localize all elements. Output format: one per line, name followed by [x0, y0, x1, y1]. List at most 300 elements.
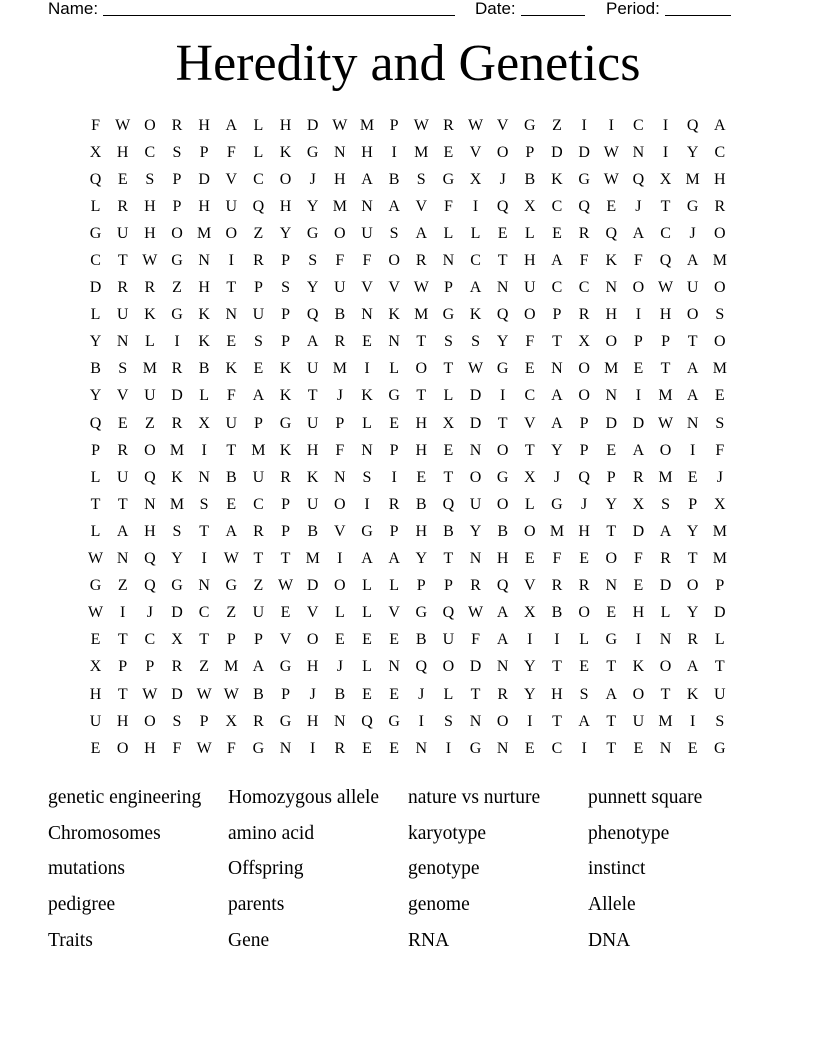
grid-letter: O: [334, 577, 346, 595]
grid-letter: G: [279, 414, 292, 432]
grid-letter: T: [443, 360, 454, 378]
grid-letter: O: [578, 360, 590, 378]
grid-letter: G: [171, 306, 183, 324]
grid-letter: L: [199, 387, 210, 405]
grid-letter: C: [90, 252, 101, 270]
grid-letter: N: [334, 712, 346, 730]
grid-letter: T: [660, 685, 671, 703]
grid-letter: T: [199, 631, 210, 649]
grid-letter: P: [281, 333, 290, 351]
grid-letter: R: [144, 279, 156, 297]
grid-letter: H: [496, 550, 509, 568]
grid-row: [82, 491, 734, 518]
grid-letter: I: [500, 387, 506, 405]
grid-letter: I: [662, 143, 669, 161]
grid-letter: P: [606, 468, 616, 486]
grid-letter: D: [469, 658, 482, 676]
grid-letter: L: [362, 604, 372, 622]
grid-letter: M: [414, 306, 429, 324]
grid-letter: T: [606, 658, 617, 676]
grid-letter: N: [496, 739, 509, 757]
grid-letter: L: [714, 631, 725, 649]
grid-letter: G: [252, 739, 265, 757]
grid-letter: D: [659, 577, 672, 595]
grid-letter: Y: [89, 333, 102, 351]
grid-letter: U: [361, 224, 373, 242]
word-bank-item: genome: [408, 894, 470, 916]
grid-letter: F: [91, 116, 101, 134]
grid-letter: S: [471, 333, 480, 351]
grid-letter: N: [469, 550, 482, 568]
grid-letter: D: [89, 279, 102, 297]
grid-letter: M: [142, 360, 157, 378]
grid-letter: J: [146, 604, 153, 622]
grid-letter: E: [334, 631, 345, 649]
grid-letter: L: [443, 387, 454, 405]
grid-letter: U: [632, 712, 645, 730]
grid-letter: P: [389, 441, 399, 459]
grid-letter: S: [715, 712, 725, 730]
grid-letter: E: [687, 468, 698, 486]
grid-row: [82, 654, 734, 681]
grid-letter: M: [685, 170, 700, 188]
grid-letter: E: [362, 631, 372, 649]
grid-letter: I: [662, 116, 669, 134]
grid-row: [82, 708, 734, 735]
grid-letter: R: [714, 197, 726, 215]
grid-letter: L: [443, 224, 454, 242]
word-bank-item: Homozygous allele: [228, 786, 380, 808]
word-bank-item: instinct: [588, 858, 646, 880]
grid-letter: O: [306, 631, 319, 649]
grid-letter: Q: [89, 170, 102, 188]
grid-letter: G: [442, 306, 455, 324]
grid-letter: F: [633, 252, 643, 270]
grid-row: [82, 112, 734, 139]
period-field: [606, 0, 731, 17]
grid-letter: O: [442, 658, 455, 676]
grid-letter: O: [686, 306, 699, 324]
period-blank-line: [665, 0, 731, 16]
grid-letter: T: [280, 550, 291, 568]
grid-letter: A: [306, 333, 319, 351]
grid-letter: E: [552, 224, 562, 242]
grid-letter: K: [279, 441, 292, 459]
word-bank-item: genotype: [408, 858, 480, 880]
grid-letter: L: [660, 604, 671, 622]
grid-letter: T: [117, 252, 128, 270]
grid-letter: E: [253, 360, 264, 378]
grid-letter: G: [279, 658, 292, 676]
grid-letter: F: [226, 143, 236, 161]
grid-letter: O: [714, 333, 726, 351]
grid-letter: H: [659, 306, 672, 324]
page-title: Heredity and Genetics: [175, 35, 641, 92]
grid-letter: T: [443, 468, 454, 486]
grid-letter: C: [551, 739, 563, 757]
grid-letter: U: [306, 495, 319, 513]
grid-letter: N: [198, 577, 210, 595]
grid-letter: O: [714, 279, 726, 297]
grid-letter: U: [524, 279, 536, 297]
grid-letter: I: [554, 631, 560, 649]
grid-letter: I: [391, 468, 397, 486]
grid-letter: S: [281, 279, 290, 297]
grid-letter: Z: [172, 279, 182, 297]
grid-letter: H: [116, 712, 129, 730]
grid-letter: O: [524, 306, 536, 324]
grid-letter: N: [415, 739, 428, 757]
word-bank-item: Allele: [588, 894, 636, 916]
grid-letter: K: [198, 333, 210, 351]
grid-letter: X: [659, 170, 672, 188]
grid-letter: I: [690, 712, 696, 730]
grid-letter: N: [116, 333, 129, 351]
grid-letter: H: [551, 685, 563, 703]
grid-letter: Y: [496, 333, 509, 351]
grid-letter: T: [524, 441, 535, 459]
grid-row: [82, 329, 734, 356]
grid-letter: M: [414, 143, 429, 161]
date-field: [475, 0, 585, 17]
grid-letter: O: [578, 387, 590, 405]
grid-letter: R: [633, 468, 644, 486]
grid-letter: O: [144, 441, 156, 459]
grid-letter: F: [335, 252, 345, 270]
grid-letter: P: [199, 712, 209, 730]
grid-letter: U: [252, 306, 265, 324]
grid-letter: N: [496, 658, 509, 676]
grid-letter: W: [467, 360, 484, 378]
grid-letter: H: [524, 252, 536, 270]
grid-letter: M: [712, 360, 727, 378]
grid-letter: D: [632, 414, 645, 432]
grid-letter: E: [389, 685, 399, 703]
grid-letter: I: [120, 604, 126, 622]
grid-letter: E: [606, 604, 617, 622]
grid-letter: I: [174, 333, 180, 351]
grid-letter: V: [361, 279, 373, 297]
grid-letter: V: [279, 631, 292, 649]
grid-letter: I: [337, 550, 343, 568]
grid-letter: S: [172, 712, 182, 730]
grid-letter: C: [253, 170, 264, 188]
grid-letter: U: [714, 685, 726, 703]
grid-letter: E: [633, 577, 644, 595]
grid-letter: H: [198, 197, 210, 215]
grid-letter: R: [117, 441, 129, 459]
grid-letter: L: [253, 143, 264, 161]
grid-letter: P: [443, 279, 453, 297]
grid-letter: M: [712, 522, 727, 540]
grid-letter: M: [549, 522, 565, 540]
grid-letter: I: [310, 739, 316, 757]
grid-letter: U: [116, 468, 129, 486]
grid-letter: Q: [605, 224, 618, 242]
grid-letter: I: [391, 143, 397, 161]
grid-letter: Y: [279, 224, 292, 242]
grid-letter: B: [334, 685, 346, 703]
grid-letter: W: [332, 116, 348, 134]
grid-letter: K: [306, 468, 319, 486]
grid-letter: W: [196, 739, 212, 757]
grid-row: [82, 139, 734, 166]
grid-letter: Q: [496, 577, 509, 595]
grid-letter: Q: [578, 197, 590, 215]
grid-letter: M: [169, 441, 185, 459]
grid-letter: O: [388, 252, 400, 270]
grid-letter: U: [686, 279, 699, 297]
grid-letter: N: [469, 712, 482, 730]
grid-letter: A: [551, 252, 563, 270]
grid-letter: A: [252, 387, 265, 405]
grid-letter: O: [415, 360, 428, 378]
grid-letter: A: [632, 224, 645, 242]
grid-letter: H: [144, 197, 156, 215]
grid-row: [82, 302, 734, 329]
grid-letter: P: [281, 252, 290, 270]
grid-letter: E: [524, 739, 535, 757]
grid-letter: A: [632, 441, 645, 459]
grid-letter: A: [686, 387, 699, 405]
grid-letter: V: [116, 387, 129, 405]
grid-letter: I: [364, 360, 370, 378]
grid-letter: G: [578, 170, 590, 188]
word-bank-item: Offspring: [228, 858, 304, 880]
word-bank-row: [48, 780, 768, 816]
grid-letter: O: [225, 224, 238, 242]
word-bank-item: RNA: [408, 930, 450, 952]
grid-letter: X: [469, 170, 482, 188]
grid-letter: Y: [686, 604, 699, 622]
word-bank-row: [48, 923, 768, 959]
grid-letter: X: [171, 631, 183, 649]
grid-letter: L: [334, 604, 345, 622]
grid-letter: P: [118, 658, 128, 676]
grid-letter: E: [714, 387, 725, 405]
grid-letter: T: [606, 712, 617, 730]
grid-letter: A: [116, 522, 129, 540]
period-label: Period:: [606, 0, 660, 18]
grid-letter: G: [496, 468, 509, 486]
grid-letter: U: [225, 197, 238, 215]
grid-letter: T: [117, 495, 128, 513]
grid-row: [82, 356, 734, 383]
grid-letter: D: [198, 170, 210, 188]
grid-letter: F: [335, 441, 345, 459]
grid-letter: K: [632, 658, 645, 676]
grid-letter: M: [197, 224, 212, 242]
grid-letter: N: [279, 739, 292, 757]
grid-letter: D: [632, 522, 645, 540]
grid-row: [82, 410, 734, 437]
grid-letter: Z: [253, 577, 264, 595]
grid-letter: O: [496, 441, 509, 459]
grid-row: [82, 275, 734, 302]
grid-letter: K: [279, 387, 292, 405]
grid-letter: X: [524, 197, 536, 215]
grid-letter: B: [388, 170, 400, 188]
grid-letter: G: [279, 712, 292, 730]
grid-letter: O: [496, 495, 509, 513]
grid-row: [82, 735, 734, 762]
grid-letter: X: [89, 658, 102, 676]
grid-letter: G: [225, 577, 238, 595]
grid-letter: R: [578, 224, 590, 242]
grid-letter: R: [687, 631, 698, 649]
grid-letter: N: [605, 279, 618, 297]
grid-letter: A: [252, 658, 265, 676]
grid-letter: Q: [496, 197, 509, 215]
grid-letter: M: [305, 550, 320, 568]
grid-letter: E: [633, 739, 644, 757]
grid-letter: W: [603, 143, 619, 161]
grid-letter: Z: [253, 224, 264, 242]
grid-letter: L: [144, 333, 155, 351]
grid-letter: L: [362, 577, 372, 595]
grid-letter: G: [388, 712, 400, 730]
grid-letter: T: [552, 712, 562, 730]
grid-letter: Q: [686, 116, 699, 134]
grid-letter: O: [144, 116, 156, 134]
grid-letter: Q: [252, 197, 265, 215]
grid-letter: R: [280, 468, 291, 486]
grid-letter: W: [278, 577, 294, 595]
grid-letter: V: [388, 279, 400, 297]
grid-letter: H: [89, 685, 102, 703]
grid-letter: Q: [578, 468, 590, 486]
grid-letter: P: [253, 414, 263, 432]
grid-letter: G: [714, 739, 726, 757]
grid-letter: D: [578, 143, 590, 161]
grid-letter: S: [416, 170, 426, 188]
grid-letter: H: [198, 116, 210, 134]
grid-letter: P: [199, 143, 209, 161]
grid-letter: N: [198, 252, 210, 270]
grid-letter: L: [524, 224, 535, 242]
grid-letter: L: [90, 197, 101, 215]
grid-letter: M: [224, 658, 239, 676]
grid-letter: F: [633, 550, 643, 568]
name-blank-line: [103, 0, 455, 16]
grid-letter: H: [306, 712, 319, 730]
grid-letter: J: [418, 685, 425, 703]
grid-letter: E: [362, 739, 372, 757]
grid-letter: H: [714, 170, 726, 188]
grid-letter: M: [658, 387, 673, 405]
grid-letter: E: [606, 197, 617, 215]
grid-letter: U: [252, 604, 265, 622]
grid-letter: Q: [144, 550, 156, 568]
grid-letter: G: [306, 224, 319, 242]
grid-letter: E: [416, 468, 427, 486]
grid-letter: F: [579, 252, 589, 270]
grid-letter: M: [658, 712, 673, 730]
grid-letter: F: [443, 197, 453, 215]
grid-letter: D: [171, 685, 183, 703]
grid-letter: W: [88, 604, 104, 622]
grid-letter: E: [226, 495, 237, 513]
grid-letter: L: [470, 224, 481, 242]
grid-letter: W: [88, 550, 104, 568]
grid-letter: D: [551, 143, 563, 161]
grid-letter: K: [469, 306, 482, 324]
grid-letter: P: [443, 577, 453, 595]
grid-letter: A: [686, 658, 699, 676]
grid-letter: D: [171, 604, 183, 622]
grid-letter: H: [198, 279, 210, 297]
word-bank-item: karyotype: [408, 822, 486, 844]
grid-letter: A: [659, 522, 672, 540]
grid-letter: I: [228, 252, 234, 270]
grid-letter: J: [336, 658, 343, 676]
grid-letter: S: [118, 360, 128, 378]
grid-letter: T: [90, 495, 101, 513]
grid-letter: A: [225, 116, 238, 134]
grid-letter: C: [660, 224, 671, 242]
grid-letter: I: [690, 441, 696, 459]
grid-letter: T: [117, 685, 128, 703]
grid-letter: V: [388, 604, 400, 622]
grid-letter: E: [633, 360, 644, 378]
grid-letter: I: [201, 441, 207, 459]
grid-letter: N: [605, 577, 618, 595]
grid-letter: K: [198, 306, 210, 324]
grid-letter: G: [388, 387, 400, 405]
grid-letter: K: [279, 143, 292, 161]
grid-letter: A: [415, 224, 428, 242]
grid-letter: H: [334, 170, 346, 188]
grid-letter: S: [172, 143, 182, 161]
grid-letter: P: [389, 522, 399, 540]
grid-letter: K: [279, 360, 292, 378]
grid-letter: E: [443, 143, 454, 161]
grid-letter: O: [605, 333, 618, 351]
grid-letter: W: [142, 252, 158, 270]
grid-letter: M: [604, 360, 619, 378]
grid-letter: G: [171, 252, 183, 270]
word-bank-item: nature vs nurture: [408, 786, 541, 808]
grid-letter: N: [361, 441, 373, 459]
grid-letter: R: [171, 658, 183, 676]
grid-letter: W: [657, 279, 674, 297]
grid-letter: P: [688, 495, 698, 513]
grid-letter: M: [658, 468, 673, 486]
word-bank-row: [48, 816, 768, 852]
grid-letter: C: [578, 279, 590, 297]
grid-letter: L: [362, 414, 372, 432]
grid-letter: H: [361, 143, 373, 161]
grid-letter: I: [581, 739, 587, 757]
grid-row: [82, 383, 734, 410]
grid-letter: N: [442, 252, 455, 270]
grid-letter: Y: [686, 522, 699, 540]
grid-letter: L: [90, 468, 101, 486]
grid-letter: U: [89, 712, 102, 730]
grid-letter: Y: [415, 550, 428, 568]
grid-letter: O: [632, 685, 645, 703]
grid-letter: P: [253, 279, 263, 297]
word-bank-item: Gene: [228, 930, 270, 952]
grid-letter: S: [715, 414, 725, 432]
grid-letter: Z: [199, 658, 210, 676]
grid-letter: H: [578, 522, 590, 540]
grid-letter: G: [496, 360, 509, 378]
word-bank-item: parents: [228, 894, 285, 916]
grid-letter: K: [388, 306, 400, 324]
grid-letter: Q: [361, 712, 373, 730]
grid-letter: T: [687, 333, 698, 351]
